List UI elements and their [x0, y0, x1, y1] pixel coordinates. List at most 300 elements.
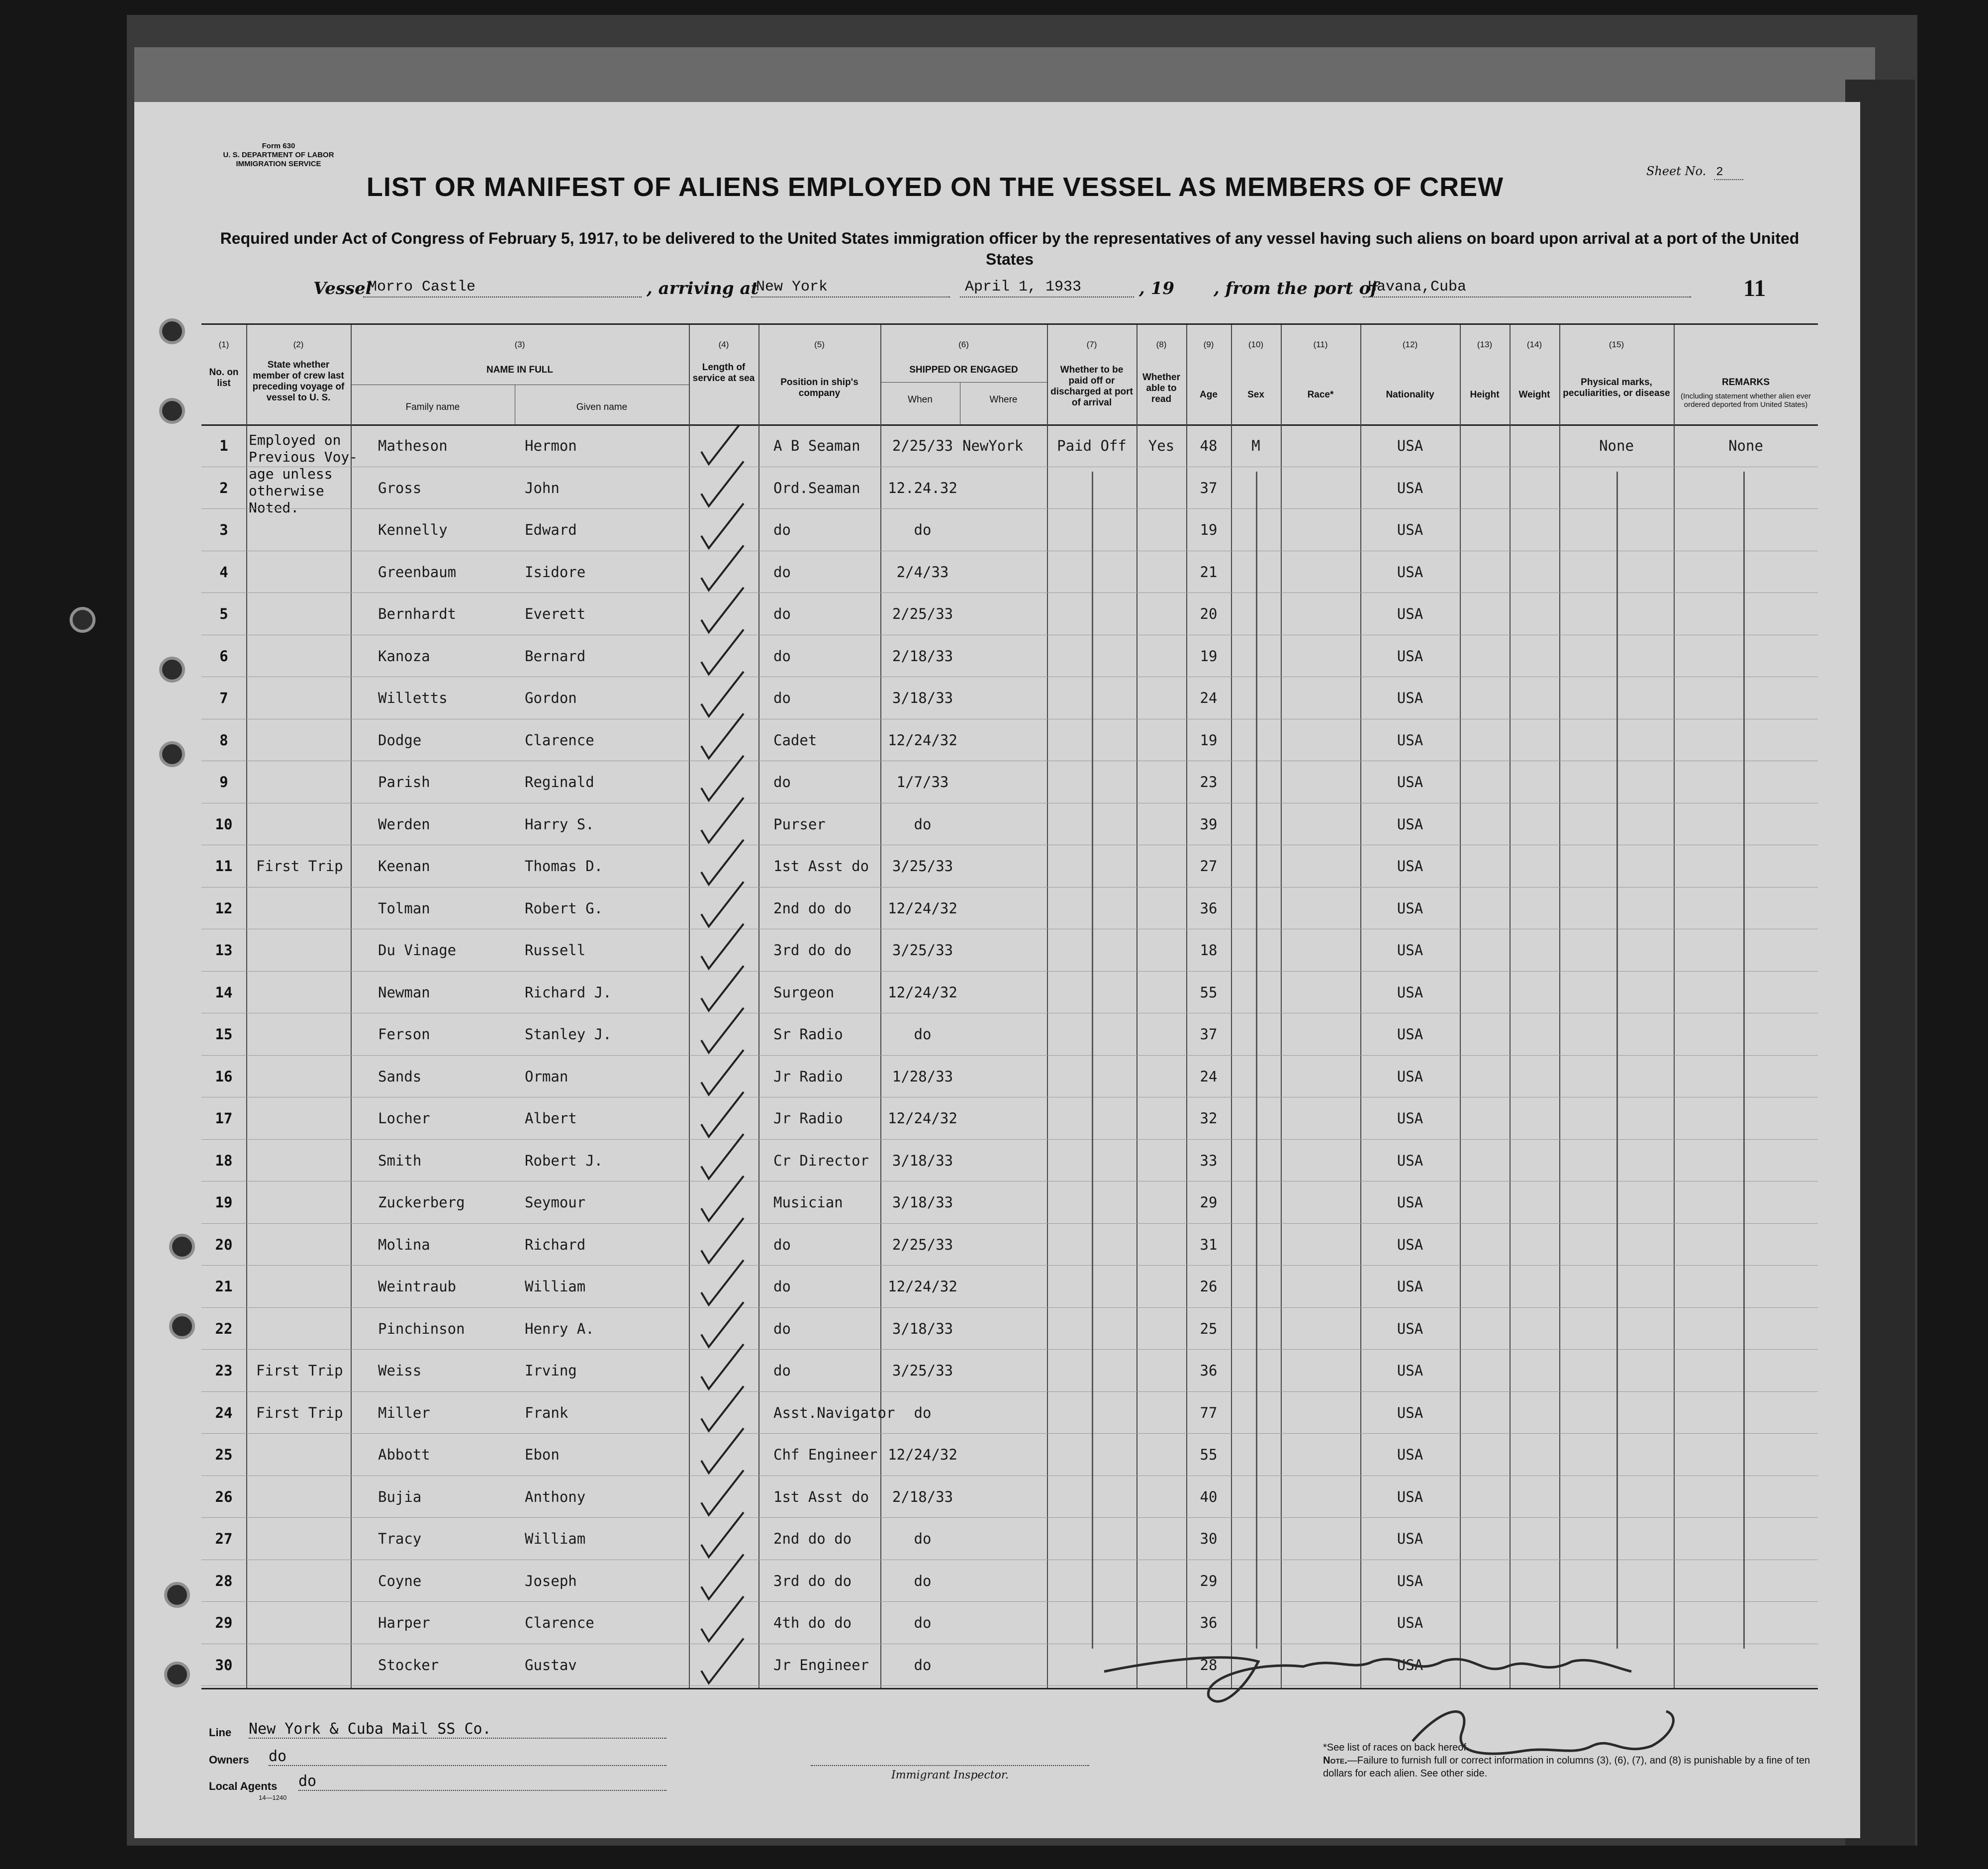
nationality: USA: [1397, 605, 1423, 622]
check-mark: [701, 588, 744, 632]
nationality: USA: [1397, 1572, 1423, 1589]
shipped-when: 2/18/33: [892, 647, 953, 665]
table-row: [201, 1560, 1818, 1602]
check-mark: [701, 630, 744, 675]
shipped-when: 3/25/33: [892, 1362, 953, 1379]
row-number: 1: [219, 437, 228, 454]
check-mark: [701, 1260, 744, 1305]
col-num-1: (1): [218, 340, 229, 349]
row-number: 8: [219, 731, 228, 749]
row-number: 25: [215, 1446, 233, 1463]
document-subtitle: Required under Act of Congress of February 5, 1917, to be delivered to the United States immigration officer by the representatives of any vessel having such aliens on board upon arrival at a port of the United States: [220, 229, 1799, 268]
row-number: 26: [215, 1488, 233, 1505]
position: do: [773, 521, 791, 538]
table-row: [201, 635, 1818, 677]
col-header-position: Position in ship's company: [780, 377, 858, 398]
check-mark: [701, 546, 744, 590]
col-header-sex: Sex: [1247, 390, 1264, 400]
check-mark: [701, 424, 744, 464]
paid-off-ditto-line: [1092, 472, 1093, 1649]
age: 32: [1200, 1110, 1218, 1127]
row-number: 22: [215, 1320, 233, 1337]
check-mark: [701, 840, 744, 885]
position: do: [773, 1278, 791, 1295]
check-mark: [701, 1092, 744, 1137]
check-mark: [701, 1555, 744, 1599]
position: do: [773, 563, 791, 581]
form-department: U. S. DEPARTMENT OF LABOR: [223, 151, 334, 159]
binder-hole: [169, 1313, 195, 1339]
family-name: Sands: [378, 1068, 422, 1085]
age: 36: [1200, 1362, 1218, 1379]
table-row: [201, 551, 1818, 593]
age: 55: [1200, 984, 1218, 1001]
age: 48: [1200, 437, 1218, 454]
nationality: USA: [1397, 1362, 1423, 1379]
age: 18: [1200, 942, 1218, 959]
sex-ditto-line: [1256, 472, 1257, 1649]
table-row: [201, 1265, 1818, 1307]
check-mark: [701, 1512, 744, 1557]
shipped-when: 1/7/33: [896, 774, 949, 790]
given-name: Robert G.: [525, 899, 603, 917]
shipped-when: 3/25/33: [892, 858, 953, 875]
family-name: Werden: [378, 815, 430, 833]
position: Jr Radio: [773, 1068, 843, 1085]
shipped-when: do: [914, 815, 932, 833]
inspector-label: Immigrant Inspector.: [891, 1769, 1009, 1781]
position: Cr Director: [773, 1152, 869, 1169]
position: do: [773, 605, 791, 622]
nationality: USA: [1397, 1026, 1423, 1043]
check-mark: [701, 1218, 744, 1263]
row-number: 18: [215, 1152, 233, 1169]
given-name: Irving: [525, 1362, 577, 1379]
family-name: Coyne: [378, 1572, 422, 1589]
row-number: 4: [219, 563, 228, 581]
position: A B Seaman: [773, 437, 860, 454]
nationality: USA: [1397, 1152, 1423, 1169]
row-number: 29: [215, 1614, 233, 1631]
row-number: 23: [215, 1362, 233, 1379]
form-number: Form 630: [262, 142, 295, 150]
position: do: [773, 774, 791, 790]
age: 19: [1200, 521, 1218, 538]
nationality: USA: [1397, 1446, 1423, 1463]
note-text: —Failure to furnish full or correct information in columns (3), (6), (7), and (8) is punishable by a fine of ten dollars for each alien. See other side.: [1323, 1755, 1810, 1779]
shipped-when: 3/25/33: [892, 942, 953, 959]
row-number: 2: [219, 479, 228, 496]
age: 19: [1200, 647, 1218, 665]
nationality: USA: [1397, 899, 1423, 917]
position: Surgeon: [773, 984, 835, 1001]
owners-value: do: [269, 1748, 666, 1766]
table-row: [201, 845, 1818, 887]
family-name: Parish: [378, 774, 430, 790]
col-header-remarks: REMARKS: [1721, 377, 1770, 388]
table-row: [201, 803, 1818, 845]
given-name: Richard: [525, 1236, 586, 1253]
check-mark: [701, 1344, 744, 1389]
given-name: Isidore: [525, 563, 586, 581]
row-number: 12: [215, 899, 233, 917]
family-name: Stocker: [378, 1656, 439, 1673]
service-check-marks: [689, 424, 758, 1688]
check-mark: [701, 1302, 744, 1347]
age: 33: [1200, 1152, 1218, 1169]
row-number: 5: [219, 605, 228, 622]
shipped-when: 1/28/33: [892, 1068, 953, 1085]
row-number: 7: [219, 689, 228, 706]
nationality: USA: [1397, 984, 1423, 1001]
nationality: USA: [1397, 1236, 1423, 1253]
col-header-height: Height: [1470, 390, 1500, 400]
vessel-label: Vessel: [313, 279, 372, 298]
table-row: [201, 677, 1818, 719]
shipped-when: 12/24/32: [888, 984, 957, 1001]
age: 36: [1200, 899, 1218, 917]
from-port-label: , from the port of: [1214, 279, 1378, 298]
row-number: 10: [215, 815, 233, 833]
nationality: USA: [1397, 1614, 1423, 1631]
binder-hole: [70, 607, 95, 633]
check-mark: [701, 1176, 744, 1221]
age: 24: [1200, 1068, 1218, 1085]
master-signature: [1094, 1632, 1741, 1781]
age: 30: [1200, 1530, 1218, 1547]
col-header-given-name: Given name: [576, 402, 628, 412]
given-name: Everett: [525, 605, 586, 622]
nationality: USA: [1397, 774, 1423, 790]
check-mark: [701, 1471, 744, 1515]
position: Purser: [773, 815, 826, 833]
check-mark: [701, 756, 744, 800]
age: 19: [1200, 731, 1218, 749]
family-name: Newman: [378, 984, 430, 1001]
position: do: [773, 647, 791, 665]
table-row: [201, 1433, 1818, 1476]
binder-hole: [164, 1662, 190, 1687]
family-name: Kennelly: [378, 521, 448, 538]
col-header-nationality: Nationality: [1386, 390, 1434, 400]
family-name: Dodge: [378, 731, 422, 749]
age: 21: [1200, 563, 1218, 581]
family-name: Bujia: [378, 1488, 422, 1505]
row-number: 11: [215, 858, 233, 875]
departure-port: Havana,Cuba: [1363, 279, 1691, 297]
prior-voyage-status: First Trip: [256, 858, 343, 875]
position: Chf Engineer: [773, 1446, 878, 1463]
prior-voyage-status: First Trip: [256, 1404, 343, 1421]
position: 1st Asst do: [773, 858, 869, 875]
given-name: Frank: [525, 1404, 568, 1421]
family-name: Weintraub: [378, 1278, 457, 1295]
col-num-12: (12): [1402, 340, 1418, 349]
family-name: Harper: [378, 1614, 430, 1631]
shipped-when: do: [914, 1656, 932, 1673]
table-row: [201, 1391, 1818, 1434]
row-number: 6: [219, 647, 228, 665]
race-footnote: *See list of races on back hereof.: [1323, 1742, 1469, 1753]
col-num-4: (4): [718, 340, 729, 349]
given-name: Richard J.: [525, 984, 612, 1001]
family-name: Smith: [378, 1152, 422, 1169]
col-num-3: (3): [514, 340, 525, 349]
age: 55: [1200, 1446, 1218, 1463]
col-header-no: No. on list: [209, 367, 239, 389]
given-name: Joseph: [525, 1572, 577, 1589]
given-name: Gordon: [525, 689, 577, 706]
row-number: 20: [215, 1236, 233, 1253]
col-num-14: (14): [1526, 340, 1542, 349]
table-row: [201, 592, 1818, 635]
age: 36: [1200, 1614, 1218, 1631]
sheet-number: [1646, 164, 1743, 179]
check-mark: [701, 672, 744, 716]
col-header-race: Race*: [1307, 390, 1334, 400]
row-number: 24: [215, 1404, 233, 1421]
remarks-ditto-line: [1743, 472, 1745, 1649]
table-row: [201, 1517, 1818, 1560]
check-mark: [701, 1134, 744, 1179]
table-row: [201, 719, 1818, 761]
sheet-number-label: Sheet No.: [1646, 164, 1706, 178]
given-name: Thomas D.: [525, 858, 603, 875]
nationality: USA: [1397, 647, 1423, 665]
given-name: Albert: [525, 1110, 577, 1127]
col-header-family-name: Family name: [405, 402, 460, 412]
table-row: [201, 1181, 1818, 1223]
age: 24: [1200, 689, 1218, 706]
family-name: Bernhardt: [378, 605, 457, 622]
shipped-when: 12/24/32: [888, 1278, 957, 1295]
col-header-remarks-note: (Including statement whether alien ever ordered deported from United States): [1681, 392, 1811, 409]
given-name: Russell: [525, 942, 586, 959]
shipped-when: 2/25/33: [892, 437, 953, 454]
given-name: William: [525, 1530, 586, 1547]
col-num-13: (13): [1477, 340, 1493, 349]
note-heading: Note.: [1323, 1755, 1347, 1766]
col-header-when: When: [908, 394, 933, 405]
position: Musician: [773, 1194, 843, 1211]
check-mark: [701, 503, 744, 548]
family-name: Willetts: [378, 689, 448, 706]
binder-hole: [159, 741, 185, 767]
nationality: USA: [1397, 563, 1423, 581]
row-number: 19: [215, 1194, 233, 1211]
given-name: Clarence: [525, 1614, 594, 1631]
row-number: 3: [219, 521, 228, 538]
col-num-8: (8): [1156, 340, 1167, 349]
arriving-label: , arriving at: [647, 279, 759, 298]
family-name: Pinchinson: [378, 1320, 465, 1337]
table-row: [201, 1013, 1818, 1055]
row-number: 9: [219, 774, 228, 790]
voyage-line: [313, 279, 1810, 303]
table-row: [201, 929, 1818, 971]
arrival-port: New York: [751, 279, 950, 297]
binder-hole: [164, 1582, 190, 1608]
nationality: USA: [1397, 1404, 1423, 1421]
shipped-when: 12/24/32: [888, 899, 957, 917]
nationality: USA: [1397, 731, 1423, 749]
shipped-when: do: [914, 1614, 932, 1631]
shipped-when: 12/24/32: [888, 731, 957, 749]
family-name: Greenbaum: [378, 563, 457, 581]
check-mark: [701, 1008, 744, 1053]
position: do: [773, 1362, 791, 1379]
check-mark: [701, 966, 744, 1011]
check-mark: [701, 1639, 744, 1683]
given-name: Orman: [525, 1068, 568, 1085]
position: Ord.Seaman: [773, 479, 860, 496]
able-to-read: Yes: [1148, 437, 1175, 454]
shipped-when: 12/24/32: [888, 1110, 957, 1127]
table-row: [201, 761, 1818, 803]
col-header-age: Age: [1200, 390, 1218, 400]
nationality: USA: [1397, 1194, 1423, 1211]
shipped-when: do: [914, 1404, 932, 1421]
given-name: Reginald: [525, 774, 594, 790]
given-name: William: [525, 1278, 586, 1295]
table-row: [201, 1476, 1818, 1518]
document-title: LIST OR MANIFEST OF ALIENS EMPLOYED ON THE VESSEL AS MEMBERS OF CREW: [366, 172, 1504, 202]
family-name: Weiss: [378, 1362, 422, 1379]
col-header-where: Where: [989, 394, 1018, 405]
age: 37: [1200, 479, 1218, 496]
col-header-prior-voyage: State whether member of crew last preceding voyage of vessel to U. S.: [252, 360, 345, 403]
nationality: USA: [1397, 437, 1423, 454]
given-name: Stanley J.: [525, 1026, 612, 1043]
binder-hole: [159, 318, 185, 344]
col-num-5: (5): [814, 340, 825, 349]
physical-marks: None: [1599, 437, 1634, 454]
row-number: 27: [215, 1530, 233, 1547]
nationality: USA: [1397, 815, 1423, 833]
check-mark: [701, 882, 744, 927]
nationality: USA: [1397, 479, 1423, 496]
given-name: Gustav: [525, 1656, 577, 1673]
shipped-when: do: [914, 521, 932, 538]
shipped-when: 12/24/32: [888, 1446, 957, 1463]
col-num-11: (11): [1313, 340, 1328, 349]
col-num-10: (10): [1248, 340, 1264, 349]
sheet-number-value: 2: [1714, 166, 1743, 180]
given-name: Ebon: [525, 1446, 560, 1463]
arrival-date: April 1, 1933: [960, 279, 1134, 297]
position: do: [773, 1320, 791, 1337]
owners-label: Owners: [209, 1754, 249, 1766]
position: do: [773, 1236, 791, 1253]
shipped-when: do: [914, 1530, 932, 1547]
table-row: [201, 1055, 1818, 1097]
given-name: Harry S.: [525, 815, 594, 833]
check-mark: [701, 924, 744, 969]
prior-voyage-note: Employed on Previous Voy-age unless otherwise Noted.: [249, 432, 358, 516]
row-number: 21: [215, 1278, 233, 1295]
family-name: Du Vinage: [378, 942, 457, 959]
row-number: 13: [215, 942, 233, 959]
sex: M: [1251, 437, 1260, 454]
form-identifier: [209, 142, 348, 169]
given-name: Henry A.: [525, 1320, 594, 1337]
back-sheet-strip: [134, 47, 1875, 102]
row-number: 28: [215, 1572, 233, 1589]
check-mark: [701, 798, 744, 843]
age: 27: [1200, 858, 1218, 875]
prior-voyage-status: First Trip: [256, 1362, 343, 1379]
position: 2nd do do: [773, 1530, 852, 1547]
nationality: USA: [1397, 689, 1423, 706]
age: 37: [1200, 1026, 1218, 1043]
shipped-when: do: [914, 1026, 932, 1043]
col-num-6: (6): [958, 340, 969, 349]
nationality: USA: [1397, 1656, 1423, 1673]
table-row: [201, 1349, 1818, 1391]
table-row: [201, 1223, 1818, 1266]
shipped-when: 2/4/33: [896, 563, 949, 581]
shipped-when: 12.24.32: [888, 479, 957, 496]
row-number: 16: [215, 1068, 233, 1085]
age: 28: [1200, 1656, 1218, 1673]
line-label: Line: [209, 1726, 232, 1739]
check-mark: [701, 462, 744, 506]
age: 20: [1200, 605, 1218, 622]
col-header-read: Whether able to read: [1142, 372, 1180, 404]
row-number: 17: [215, 1110, 233, 1127]
table-row: [201, 971, 1818, 1013]
nationality: USA: [1397, 1110, 1423, 1127]
family-name: Miller: [378, 1404, 430, 1421]
table-row: [201, 508, 1818, 551]
position: 3rd do do: [773, 942, 852, 959]
check-mark: [701, 1428, 744, 1473]
nationality: USA: [1397, 858, 1423, 875]
age: 77: [1200, 1404, 1218, 1421]
position: do: [773, 689, 791, 706]
local-agents-label: Local Agents: [209, 1780, 278, 1792]
nationality: USA: [1397, 1320, 1423, 1337]
crew-manifest-table: [201, 323, 1818, 1689]
form-service: IMMIGRATION SERVICE: [236, 160, 321, 168]
nationality: USA: [1397, 1488, 1423, 1505]
table-row: [201, 1139, 1818, 1181]
table-row: [201, 887, 1818, 929]
shipped-where: NewYork: [962, 437, 1024, 454]
shipped-when: do: [914, 1572, 932, 1589]
age: 25: [1200, 1320, 1218, 1337]
binder-hole: [159, 398, 185, 424]
paid-off-status: Paid Off: [1057, 437, 1127, 454]
family-name: Keenan: [378, 858, 430, 875]
position: Asst.Navigator: [773, 1404, 895, 1421]
position: Jr Radio: [773, 1110, 843, 1127]
nationality: USA: [1397, 1530, 1423, 1547]
row-number: 30: [215, 1656, 233, 1673]
inspector-signature-line: [811, 1765, 1089, 1766]
family-name: Zuckerberg: [378, 1194, 465, 1211]
position: 1st Asst do: [773, 1488, 869, 1505]
vessel-name: Morro Castle: [363, 279, 642, 297]
shipped-subheader-rule: [880, 382, 1047, 383]
binder-hole: [169, 1234, 195, 1260]
nationality: USA: [1397, 521, 1423, 538]
col-header-paid-off: Whether to be paid off or discharged at port of arrival: [1050, 365, 1133, 408]
shipped-when: 3/18/33: [892, 1152, 953, 1169]
col-header-shipped: SHIPPED OR ENGAGED: [909, 365, 1018, 375]
family-name: Matheson: [378, 437, 448, 454]
check-mark: [701, 1386, 744, 1431]
